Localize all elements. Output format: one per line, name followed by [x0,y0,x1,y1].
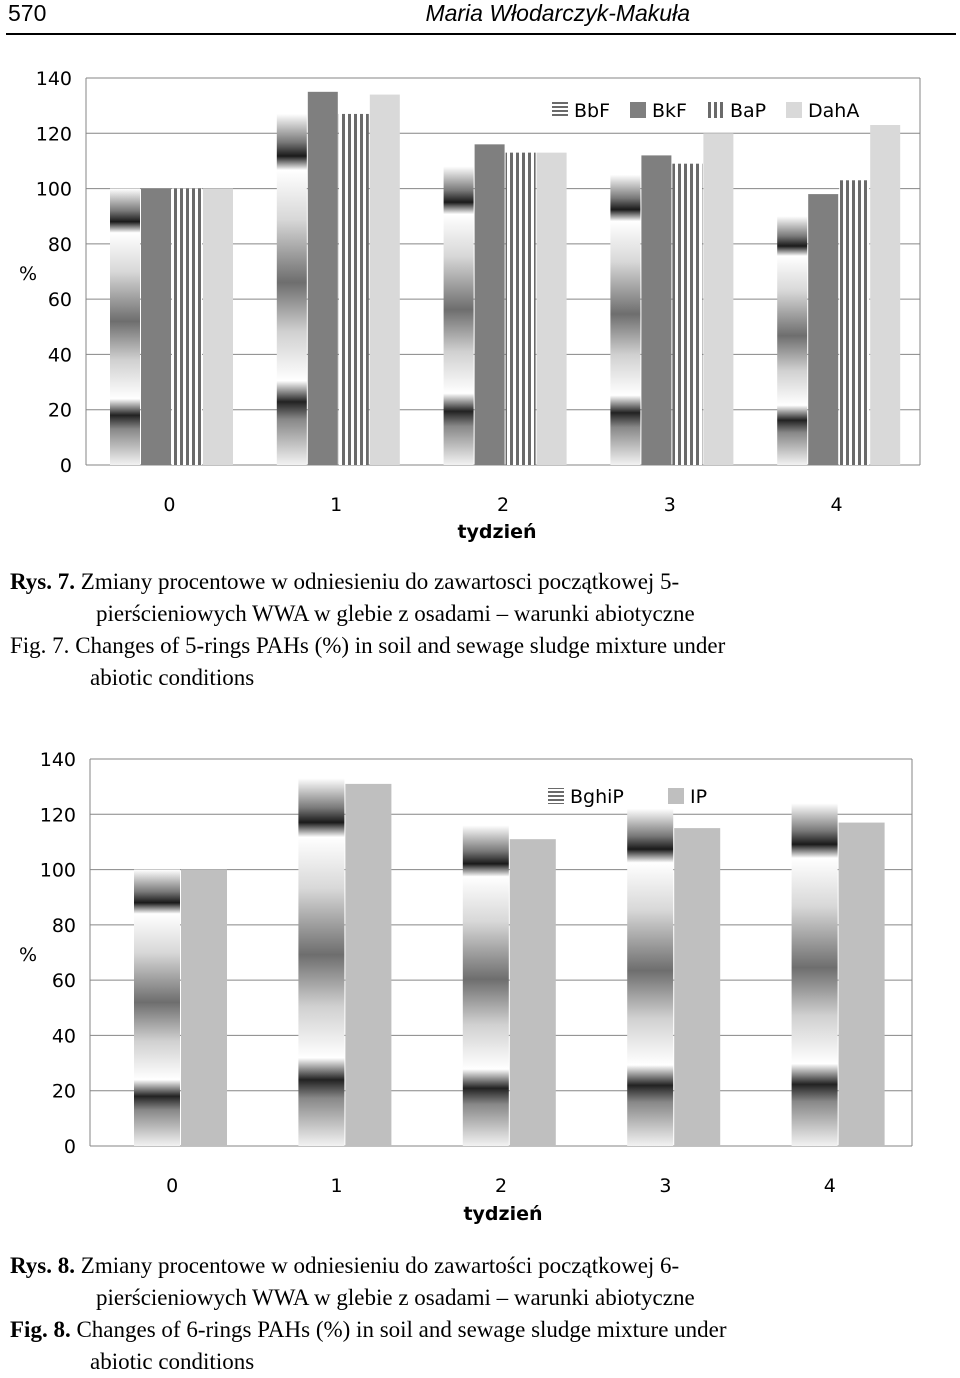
caption-text: Zmiany procentowe w odniesieniu do zawartosci początkowej 5- [80,569,680,594]
legend-label-BghiP: BghiP [570,786,624,808]
caption-text: pierścieniowych WWA w glebie z osadami – warunki abiotyczne [96,601,695,626]
legend-swatch-BbF [552,102,568,118]
bar-IP-2 [510,839,556,1146]
bar-IP-1 [345,784,391,1146]
bar-BghiP-3 [627,809,673,1146]
caption-text: abiotic conditions [90,665,255,690]
y-axis-label: % [18,263,38,285]
bar-BbF-2 [444,166,474,465]
legend-swatch-DahA [786,102,802,118]
legend-swatch-BaP [708,102,724,118]
bar-DahA-4 [870,125,900,465]
y-tick-label: 80 [51,914,76,937]
y-tick-label: 20 [47,399,72,422]
y-axis-label: % [18,944,38,966]
y-tick-label: 20 [51,1080,76,1103]
header-rule [6,33,956,35]
caption-line [10,569,679,594]
x-tick-label: 2 [494,1175,508,1197]
y-tick-label: 40 [51,1025,76,1048]
caption-label: Rys. 7. [10,569,76,594]
legend-label-IP: IP [690,786,708,808]
bar-IP-4 [839,823,885,1146]
legend-label-BkF: BkF [652,100,687,122]
bar-BaP-1 [339,114,369,465]
y-tick-label: 60 [47,289,72,312]
bar-BbF-4 [777,216,807,465]
bar-IP-0 [181,870,227,1146]
x-axis-label: tydzień [457,521,537,543]
x-tick-label: 0 [163,494,176,516]
y-tick-label: 40 [47,344,72,367]
legend-swatch-IP [668,788,684,804]
page-header [0,0,960,34]
bar-BaP-0 [172,189,202,465]
caption-text: Changes of 5-rings PAHs (%) in soil and sewage sludge mixture under [75,633,726,658]
bar-BkF-1 [308,92,338,465]
bar-DahA-2 [537,153,567,465]
legend-label-BaP: BaP [730,100,767,122]
y-tick-label: 100 [39,859,76,882]
legend-label-DahA: DahA [808,100,860,122]
y-tick-label: 140 [35,68,72,90]
y-tick-label: 60 [51,970,76,993]
bar-BkF-0 [141,189,171,465]
bar-DahA-3 [703,133,733,465]
x-tick-label: 3 [659,1175,672,1197]
x-tick-label: 4 [830,494,843,516]
bar-BaP-3 [672,164,702,465]
y-tick-label: 80 [47,233,72,256]
y-tick-label: 120 [35,123,72,146]
figure-7-caption [10,566,950,694]
y-tick-label: 120 [39,804,76,827]
caption-text: Zmiany procentowe w odniesieniu do zawartości początkowej 6- [80,1253,680,1278]
caption-label: Fig. 7. [10,633,70,658]
x-tick-label: 3 [663,494,676,516]
caption-line [10,1253,679,1278]
caption-text: Changes of 6-rings PAHs (%) in soil and sewage sludge mixture under [76,1317,727,1342]
x-axis-label: tydzień [463,1203,543,1225]
bar-BkF-4 [808,194,838,465]
caption-text: pierścieniowych WWA w glebie z osadami – warunki abiotyczne [96,1285,695,1310]
bar-BaP-2 [506,153,536,465]
caption-line [10,633,725,658]
bar-BaP-4 [839,180,869,465]
x-tick-label: 1 [330,494,343,516]
x-tick-label: 4 [823,1175,836,1197]
bar-DahA-0 [203,189,233,465]
bar-BghiP-0 [134,870,180,1146]
y-tick-label: 140 [39,749,76,771]
legend-swatch-BkF [630,102,646,118]
x-tick-label: 1 [330,1175,343,1197]
bar-BkF-3 [641,155,671,465]
caption-label: Fig. 8. [10,1317,71,1342]
figure-8-caption [10,1250,950,1378]
bar-BbF-1 [277,114,307,465]
bar-IP-3 [674,828,720,1146]
bar-BbF-3 [610,175,640,465]
bar-BghiP-2 [463,825,509,1146]
y-tick-label: 0 [63,1136,76,1158]
bar-BkF-2 [475,144,505,465]
y-tick-label: 100 [35,178,72,201]
x-tick-label: 2 [496,494,510,516]
bar-BbF-0 [110,189,140,465]
running-title: Maria Włodarczyk-Makuła [425,0,690,26]
caption-label: Rys. 8. [10,1253,76,1278]
bar-BghiP-1 [298,778,344,1146]
bar-BghiP-4 [792,803,838,1146]
page-number: 570 [8,0,47,26]
bar-DahA-1 [370,95,400,465]
chart-5-rings [0,50,960,600]
chart-6-rings [0,735,960,1235]
y-tick-label: 0 [59,455,72,477]
caption-text: abiotic conditions [90,1349,255,1374]
caption-line [10,1317,727,1342]
legend-label-BbF: BbF [574,100,611,122]
legend-swatch-BghiP [548,788,564,804]
x-tick-label: 0 [166,1175,179,1197]
